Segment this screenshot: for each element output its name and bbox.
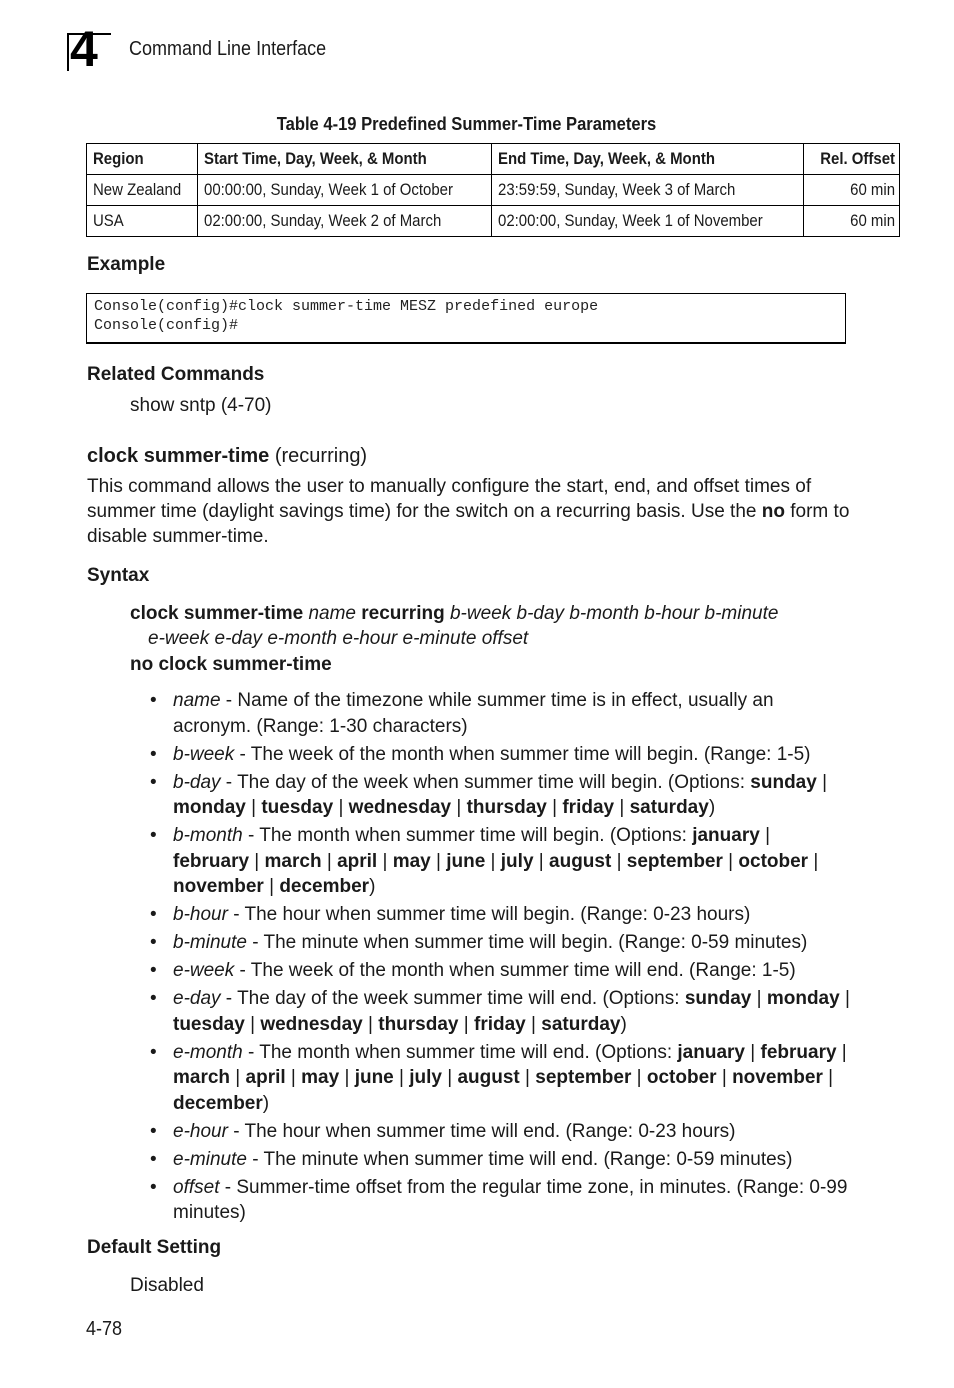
code-lines <box>94 297 598 335</box>
list-item: • e-week - The week of the month when summer time will end. (Range: 1-5) <box>150 958 850 984</box>
syntax-no-form: no clock summer-time <box>130 654 332 675</box>
summer-time-table <box>86 143 900 237</box>
table-cell: 23:59:59, Sunday, Week 3 of March <box>492 175 804 206</box>
list-item: • e-hour - The hour when summer time will end. (Range: 0-23 hours) <box>150 1119 850 1145</box>
table-cell: New Zealand <box>87 175 198 206</box>
table-cell: 00:00:00, Sunday, Week 1 of October <box>198 175 492 206</box>
list-item: • b-hour - The hour when summer time will begin. (Range: 0-23 hours) <box>150 902 850 928</box>
column-header: Region <box>87 144 198 175</box>
list-item: • b-minute - The minute when summer time will begin. (Range: 0-59 minutes) <box>150 930 850 956</box>
command-name: clock summer-time <box>87 445 270 467</box>
column-header: Start Time, Day, Week, & Month <box>198 144 492 175</box>
list-item: • offset - Summer-time offset from the regular time zone, in minutes. (Range: 0-99 minutes) <box>150 1175 850 1226</box>
list-item: • name - Name of the timezone while summer time is in effect, usually an acronym. (Range: 1-30 characters) <box>150 688 850 739</box>
no-keyword: no <box>761 501 785 522</box>
table-cell: USA <box>87 206 198 237</box>
list-item: • e-minute - The minute when summer time will end. (Range: 0-59 minutes) <box>150 1147 850 1173</box>
related-commands-heading: Related Commands <box>87 364 265 385</box>
table-cell: 02:00:00, Sunday, Week 2 of March <box>198 206 492 237</box>
list-item: • e-day - The day of the week summer time will end. (Options: sunday | monday | tuesday | wednesday | thursday | friday | saturday) <box>150 986 850 1037</box>
table-caption: Table 4-19 Predefined Summer-Time Parameters <box>276 114 657 134</box>
parameter-list <box>150 688 850 1228</box>
command-title <box>87 445 367 468</box>
table-cell: 02:00:00, Sunday, Week 1 of November <box>492 206 804 237</box>
syntax-line-continued: e-week e-day e-month e-hour e-minute offset <box>148 628 529 649</box>
section-title: Command Line Interface <box>129 38 327 60</box>
code-line: Console(config)#clock summer-time MESZ predefined europe <box>94 298 599 315</box>
syntax-heading: Syntax <box>87 565 150 586</box>
syntax-line: clock summer-time name recurring b-week b-day b-month b-hour b-minute <box>130 603 779 624</box>
default-setting-heading: Default Setting <box>87 1237 222 1258</box>
related-command-link: show sntp (4-70) <box>130 395 272 416</box>
command-qualifier: (recurring) <box>274 445 368 467</box>
code-line: Console(config)# <box>94 317 239 334</box>
table-cell: 60 min <box>803 175 899 206</box>
list-item: • e-month - The month when summer time will end. (Options: january | february | march | april | may | june | july | august | september | october | november | december) <box>150 1040 850 1117</box>
column-header: End Time, Day, Week, & Month <box>492 144 804 175</box>
chapter-number: 4 <box>70 21 98 77</box>
column-header: Rel. Offset <box>803 144 899 175</box>
list-item: • b-month - The month when summer time will begin. (Options: january | february | march | april | may | june | july | august | september | october | november | december) <box>150 823 850 900</box>
page-number: 4-78 <box>86 1318 123 1340</box>
table-row <box>87 175 900 206</box>
list-item: • b-week - The week of the month when summer time will begin. (Range: 1-5) <box>150 742 850 768</box>
command-description: This command allows the user to manually configure the start, end, and offset times of summer time (daylight savings time) for the switch on a recurring basis. Use the no form to disable summer-time. <box>87 476 850 547</box>
list-item: • b-day - The day of the week when summer time will begin. (Options: sunday | monday | tuesday | wednesday | thursday | friday | saturday) <box>150 770 850 821</box>
table-row <box>87 206 900 237</box>
table-cell: 60 min <box>803 206 899 237</box>
default-setting-value: Disabled <box>130 1275 204 1296</box>
table-header-row <box>87 144 900 175</box>
example-heading: Example <box>87 254 166 275</box>
